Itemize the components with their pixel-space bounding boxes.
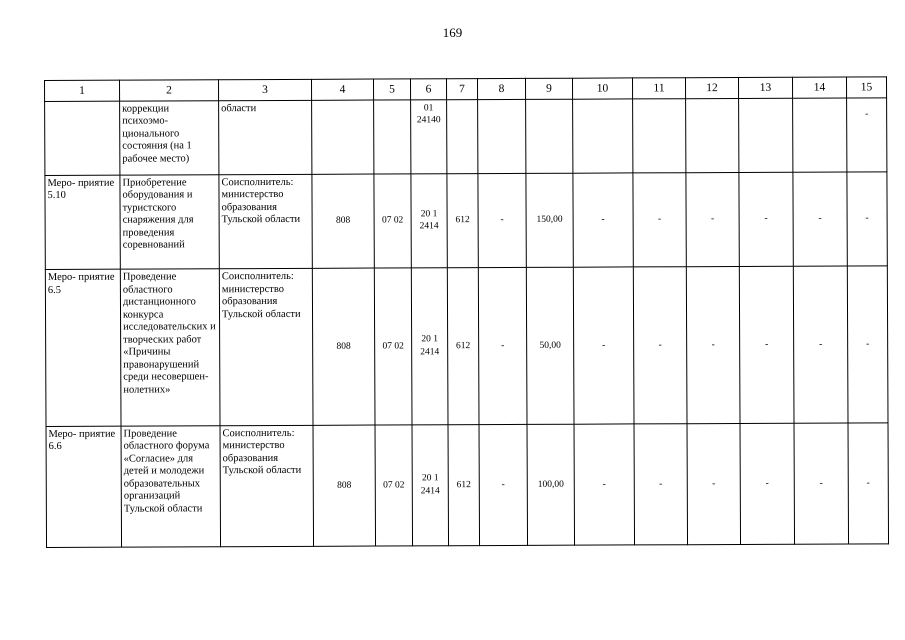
value-cell: - [634,423,688,545]
column-number: 6 [410,79,446,100]
description-cell: Проведение областного дистанционного конкурса исследовательских и творческих работ «Причины правонарушений среди несовершен- нолетних» [120,269,220,426]
section-cell [374,99,411,173]
section-cell: 07 02 [375,424,413,546]
value-cell [633,98,686,172]
table-row [45,97,887,175]
value-cell [526,99,573,173]
table-row [45,266,888,426]
value-cell: - [793,266,848,423]
executor-cell: Соисполнитель: министерство образования Тульской области [219,269,313,426]
section-cell: 07 02 [374,268,412,425]
executor-cell: области [219,100,312,174]
executor-cell: Соисполнитель: министерство образования Тульской области [220,425,314,547]
value-cell: - [573,173,633,268]
column-number: 8 [477,78,525,99]
value-cell: - [847,171,887,266]
value-cell [573,98,633,172]
executor-cell: Соисполнитель: министерство образования Тульской области [219,174,312,269]
value-cell: 150,00 [526,173,573,268]
value-cell: - [686,172,739,267]
column-number: 13 [738,77,792,98]
grbs-cell: 808 [312,174,374,269]
column-number: 2 [120,80,219,101]
expense-type-cell: 612 [448,424,480,546]
value-cell: - [740,423,795,545]
value-cell [739,98,793,172]
activity-cell: Меро- приятие 6.5 [45,269,121,426]
grbs-cell [312,100,374,174]
target-article-cell: 20 1 2414 [412,424,449,546]
table-row [45,171,887,269]
target-article-cell: 20 1 2414 [411,268,448,424]
description-cell: коррекции психоэмо- ционального состояния (на 1 рабочее место) [120,100,219,174]
target-article-cell: 01 24140 [411,99,447,173]
value-cell: - [478,173,526,268]
value-cell: - [574,424,635,546]
column-number: 9 [525,78,572,99]
column-number: 11 [632,78,685,99]
expense-type-cell: 612 [447,268,479,424]
activity-cell [45,101,120,175]
value-cell: - [478,268,527,425]
column-number: 3 [219,79,312,100]
activity-cell: Меро- приятие 6.6 [46,426,122,548]
expense-type-cell: 612 [447,173,478,268]
expense-type-cell [447,99,478,173]
budget-table-sheet [44,76,888,548]
column-number: 10 [572,78,632,99]
value-cell [793,98,847,172]
value-cell: - [479,424,528,546]
description-cell: Приобретение оборудования и туристского снаряжения для проведения соревнований [120,174,219,269]
column-number: 7 [446,79,477,100]
value-cell: - [847,266,888,423]
grbs-cell: 808 [312,268,375,425]
value-cell: - [847,97,887,171]
column-number: 5 [373,79,410,100]
column-number: 15 [846,77,886,98]
value-cell [478,99,526,173]
value-cell: - [633,267,687,424]
value-cell: - [848,422,889,544]
value-cell: 100,00 [527,424,575,546]
grbs-cell: 808 [313,425,376,547]
value-cell: - [739,172,793,267]
value-cell: - [687,423,741,545]
activity-cell: Меро- приятие 5.10 [45,175,120,270]
value-cell: - [633,172,686,267]
value-cell: 50,00 [526,267,574,424]
value-cell: - [793,172,847,267]
column-number: 1 [45,80,120,101]
target-article-cell: 20 1 2414 [411,173,447,268]
value-cell: - [573,267,634,424]
column-number: 14 [792,77,846,98]
column-number: 12 [685,77,738,98]
value-cell [686,98,739,172]
value-cell: - [794,423,849,545]
section-cell: 07 02 [374,174,411,269]
value-cell: - [739,266,794,423]
value-cell: - [686,267,740,424]
page-number: 169 [442,25,463,40]
table-row [46,422,889,547]
column-number: 4 [311,79,373,100]
description-cell: Проведение областного форума «Согласие» для детей и молодежи образовательных организаций Тульской области [121,425,221,547]
budget-table [44,76,889,548]
